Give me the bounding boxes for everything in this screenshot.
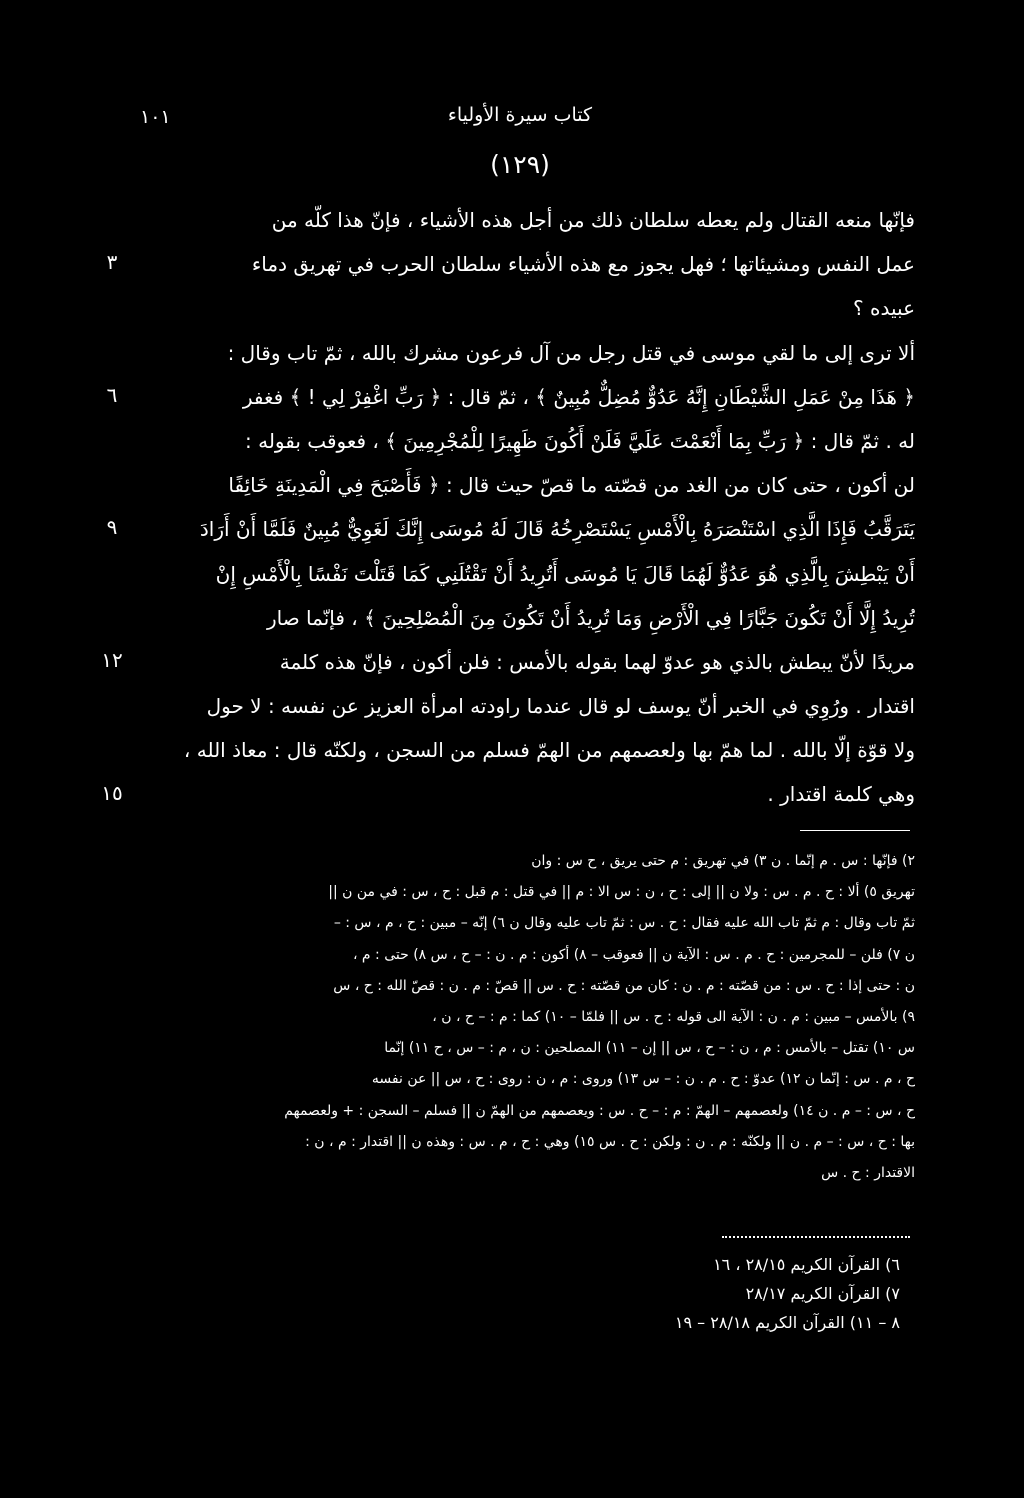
text-line: عبيده ؟ [853,296,915,321]
reference-line: ٨ – ١١) القرآن الكريم ٢٨/١٨ – ١٩ [674,1313,900,1332]
footnote-line: ن : حتى إذا : ح . س : من قصّته : م . ن : كان من قصّته : ح . س || قصّ : م . ن : قصّ الله : ح ، س [333,977,915,994]
page-number: ١٠١ [140,106,171,128]
text-line: لن أكون ، حتى كان من الغد من قصّته ما قصّ حيث قال : ﴿ فَأَصْبَحَ فِي الْمَدِينَةِ خَائِفًا [228,473,915,498]
line-number-marker: ٣ [106,250,118,275]
text-line: تُرِيدُ إِلَّا أَنْ تَكُونَ جَبَّارًا فِي الْأَرْضِ وَمَا تُرِيدُ أَنْ تَكُونَ مِنَ الْمُصْلِحِينَ ﴾ ، فإنّما صار [266,605,915,630]
text-line: وهي كلمة اقتدار . [767,782,915,807]
text-line: عمل النفس ومشيئاتها ؛ فهل يجوز مع هذه الأشياء سلطان الحرب في تهريق دماء [251,252,915,277]
footnote-line: ح ، م . س : إنّما ن ١٢) عدوّ : ح . م . ن : – س ١٣) وروى : م ، ن : روى : ح ، س || عن نفسه [371,1071,915,1088]
text-line: أَنْ يَبْطِشَ بِالَّذِي هُوَ عَدُوٌّ لَهُمَا قَالَ يَا مُوسَى أَتُرِيدُ أَنْ تَقْتُلَنِي كَمَا قَتَلْتَ نَفْسًا بِالْأَمْسِ إِنْ [215,561,915,586]
footnote-line: تهريق ٥) ألا : ح . م . س : ولا ن || إلى : ح ، ن : س الا : م || في قتل : م قبل : ح ، س : في من ن || [328,884,915,901]
line-number-marker: ١٥ [101,780,123,805]
text-line: ﴿ هَذَا مِنْ عَمَلِ الشَّيْطَانِ إِنَّهُ عَدُوٌّ مُضِلٌّ مُبِينٌ ﴾ ، ثمّ قال : ﴿ رَبِّ اغْفِرْ لِي ! ﴾ فغفر [242,384,915,409]
footnote-line: ثمّ تاب وقال : م ثمّ تاب الله عليه فقال : ح . س : ثمّ تاب عليه وقال ن ٦) إنّه – مبين : ح ، م ، س : – [333,915,915,932]
footnote-line: ٢) فإنّها : س . م إنّما . ن ٣) في تهريق : م حتى يريق ، ح س : وان [531,853,915,869]
text-line: فإنّها منعه القتال ولم يعطه سلطان ذلك من أجل هذه الأشياء ، فإنّ هذا كلّه من [271,208,915,232]
footnote-line: س ١٠) تقتل – بالأمس : م ، ن : – ح ، س || إن – ١١) المصلحين : ن ، م : – س ، ح ١١) إنّما [384,1040,915,1057]
quran-references [560,1250,900,1337]
text-line: ولا قوّة إلّا بالله . لما همّ بها ولعصمهم من الهمّ فسلم من السجن ، ولكنّه قال : معاذ الله ، [183,738,915,763]
footnote-line: ح ، س : – م . ن ١٤) ولعصمهم – الهمّ : م : – ح . س : ويعصمهم من الهمّ ن || فسلم – السجن : + ولعصمهم [284,1102,915,1119]
section-number: (١٢٩) [490,150,550,179]
main-text-body [140,198,915,817]
text-line: له . ثمّ قال : ﴿ رَبِّ بِمَا أَنْعَمْتَ عَلَيَّ فَلَنْ أَكُونَ ظَهِيرًا لِلْمُجْرِمِينَ ﴾ ، فعوقب بقوله : [245,428,915,453]
footnote-separator [800,830,910,831]
critical-apparatus [140,846,915,1189]
footnote-line: ٩) بالأمس – مبين : م . ن : الآية الى قوله : ح . س || فلمّا – ١٠) كما : م : – ح ، ن ، [432,1008,915,1025]
footnote-line: الاقتدار : ح . س [821,1164,915,1181]
footnote-line: ن ٧) فلن – للمجرمين : ح . م . س : الآية ن || فعوقب – ٨) أكون : م . ن : – ح ، س ٨) حتى : م ، [352,946,915,963]
line-number-marker: ٩ [106,515,118,540]
running-header-title: كتاب سيرة الأولياء [447,104,593,126]
reference-line: ٦) القرآن الكريم ٢٨/١٥ ، ١٦ [713,1255,900,1274]
text-line: اقتدار . ورُوِي في الخبر أنّ يوسف لو قال عندما راودته امرأة العزيز عن نفسه : لا حول [206,694,915,719]
text-line: مريدًا لأنّ يبطش بالذي هو عدوّ لهما بقوله بالأمس : فلن أكون ، فإنّ هذه كلمة [279,649,915,674]
text-line: يَتَرَقَّبُ فَإِذَا الَّذِي اسْتَنْصَرَهُ بِالْأَمْسِ يَسْتَصْرِخُهُ قَالَ لَهُ مُوسَى إِنَّكَ لَغَوِيٌّ مُبِينٌ فَلَمَّا أَنْ أَرَادَ [199,517,915,542]
reference-line: ٧) القرآن الكريم ٢٨/١٧ [745,1284,900,1303]
footnote-line: بها : ح ، س : – م . ن || ولكنّه : م . ن : ولكن : ح . س ١٥) وهي : ح ، م . س : وهذه ن || اقتدار : م ، ن : [305,1133,915,1150]
dotted-separator [722,1236,910,1238]
line-number-marker: ٦ [106,382,118,407]
line-number-marker: ١٢ [101,648,123,672]
text-line: ألا ترى إلى ما لقي موسى في قتل رجل من آل فرعون مشرك بالله ، ثمّ تاب وقال : [227,340,915,365]
